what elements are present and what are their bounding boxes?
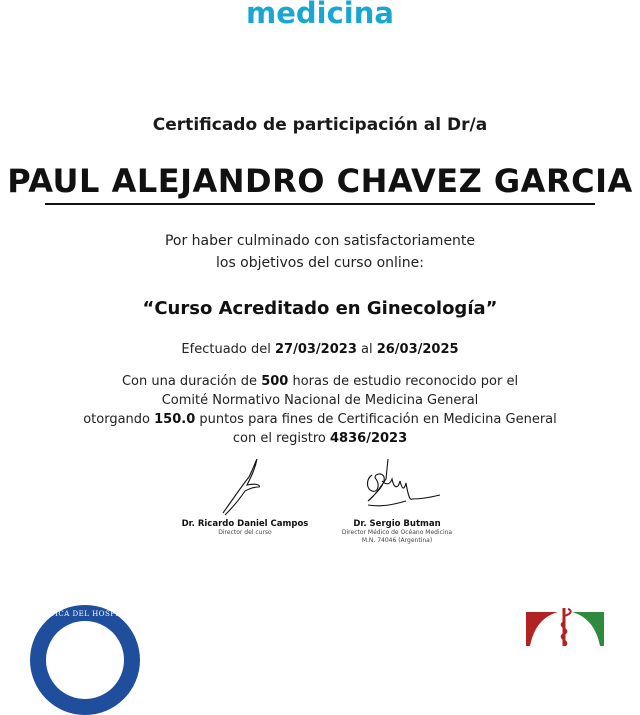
- points-prefix: otorgando: [83, 412, 155, 427]
- duration-line: [0, 372, 640, 391]
- points-line: [0, 410, 640, 429]
- seal-inner: [46, 621, 124, 699]
- signer-license: M.N. 74046 (Argentina): [361, 537, 433, 544]
- dates-middle: al: [356, 342, 377, 357]
- signature-icon: [352, 455, 442, 517]
- recipient-name: PAUL ALEJANDRO CHAVEZ GARCIA: [7, 162, 633, 200]
- registry-value: 4836/2023: [330, 431, 408, 446]
- duration-prefix: Con una duración de: [121, 374, 262, 389]
- points-suffix: puntos para fines de Certificación en Medicina General: [195, 412, 557, 427]
- course-dates: [0, 342, 640, 357]
- signer-name: Dr. Ricardo Daniel Campos: [181, 519, 309, 529]
- medical-caduceus-logo: [524, 606, 606, 646]
- duration-hours: 500: [261, 374, 289, 389]
- course-details: [0, 372, 640, 448]
- dates-prefix: Efectuado del: [181, 342, 275, 357]
- duration-suffix: horas de estudio reconocido por el: [288, 374, 519, 389]
- committee-line: Comité Normativo Nacional de Medicina General: [161, 393, 479, 408]
- intro-line-2: los objetivos del curso online:: [215, 255, 425, 271]
- points-value: 150.0: [154, 412, 196, 427]
- intro-text: [0, 230, 640, 274]
- registry-prefix: con el registro: [232, 431, 331, 446]
- signer-name: Dr. Sergio Butman: [353, 519, 441, 529]
- certificate-heading: Certificado de participación al Dr/a: [152, 115, 488, 135]
- name-underline: [45, 203, 595, 205]
- signer-role: Director Médico de Océano Medicina: [341, 529, 453, 536]
- course-title: “Curso Acreditado en Ginecología”: [142, 298, 498, 319]
- intro-line-1: Por haber culminado con satisfactoriamente: [164, 233, 476, 249]
- seal-text: MEDICA DEL HOSPITAL: [35, 610, 135, 618]
- brand-logo-text: medicina: [246, 0, 394, 30]
- signature-icon: [215, 455, 275, 517]
- registry-line: [0, 429, 640, 448]
- start-date: 27/03/2023: [275, 342, 357, 357]
- signature-block-butman: [297, 455, 497, 545]
- signer-role: Director del curso: [218, 529, 272, 536]
- end-date: 26/03/2025: [376, 342, 459, 357]
- hospital-seal-logo: [30, 605, 140, 715]
